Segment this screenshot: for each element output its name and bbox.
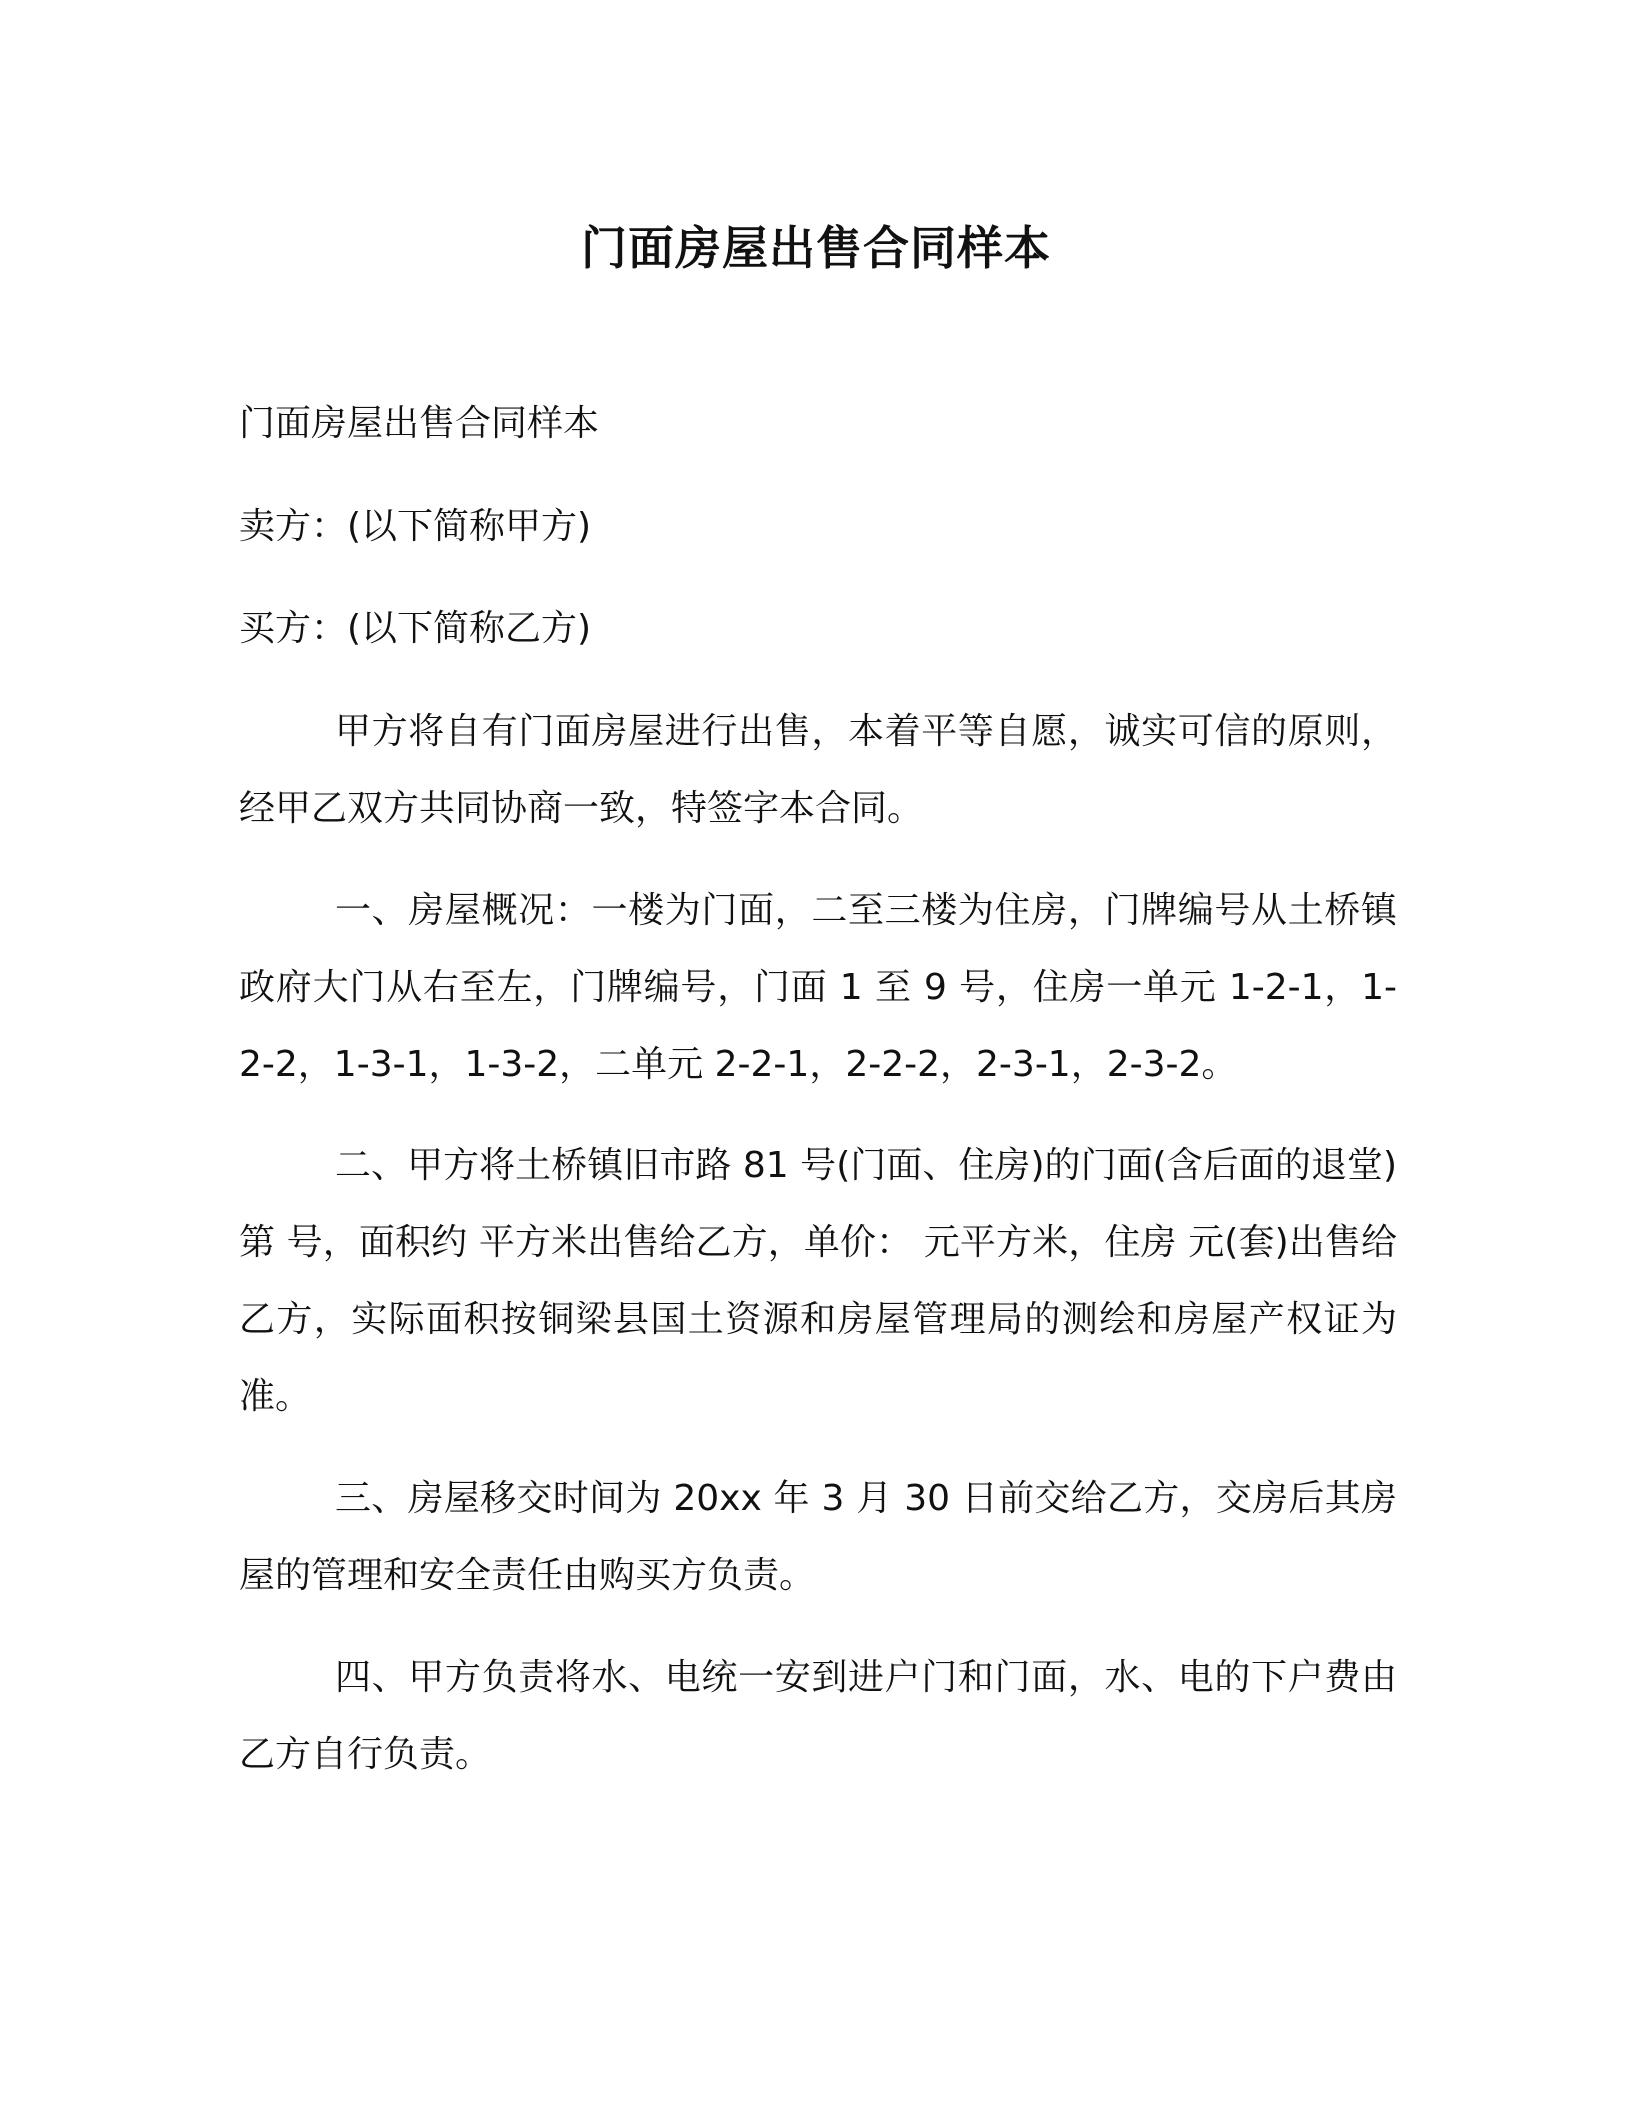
paragraph-intro: 甲方将自有门面房屋进行出售，本着平等自愿，诚实可信的原则，经甲乙双方共同协商一致，特签字本合同。 xyxy=(239,711,1397,829)
subtitle: 门面房屋出售合同样本 xyxy=(239,403,600,444)
paragraph-clause-4: 四、甲方负责将水、电统一安到进户门和门面，水、电的下户费由乙方自行负责。 xyxy=(239,1657,1397,1775)
seller-line: 卖方：(以下简称甲方) xyxy=(239,506,592,547)
paragraph-clause-2: 二、甲方将土桥镇旧市路 81 号(门面、住房)的门面(含后面的退堂)第 号，面积约 平方米出售给乙方，单价： 元平方米，住房 元(套)出售给乙方，实际面积按铜梁县国土资源和房屋管理局的测绘和房屋产权证为准。 xyxy=(239,1145,1397,1417)
paragraph-clause-3: 三、房屋移交时间为 20xx 年 3 月 30 日前交给乙方，交房后其房屋的管理和安全责任由购买方负责。 xyxy=(239,1478,1397,1596)
buyer-line: 买方：(以下简称乙方) xyxy=(239,608,592,649)
page-title: 门面房屋出售合同样本 xyxy=(581,221,1051,275)
paragraph-clause-1: 一、房屋概况：一楼为门面，二至三楼为住房，门牌编号从土桥镇政府大门从右至左，门牌编号，门面 1 至 9 号，住房一单元 1-2-1，1-2-2，1-3-1，1-3-2，二单元 2-2-1，2-2-2，2-3-1，2-3-2。 xyxy=(239,890,1397,1085)
